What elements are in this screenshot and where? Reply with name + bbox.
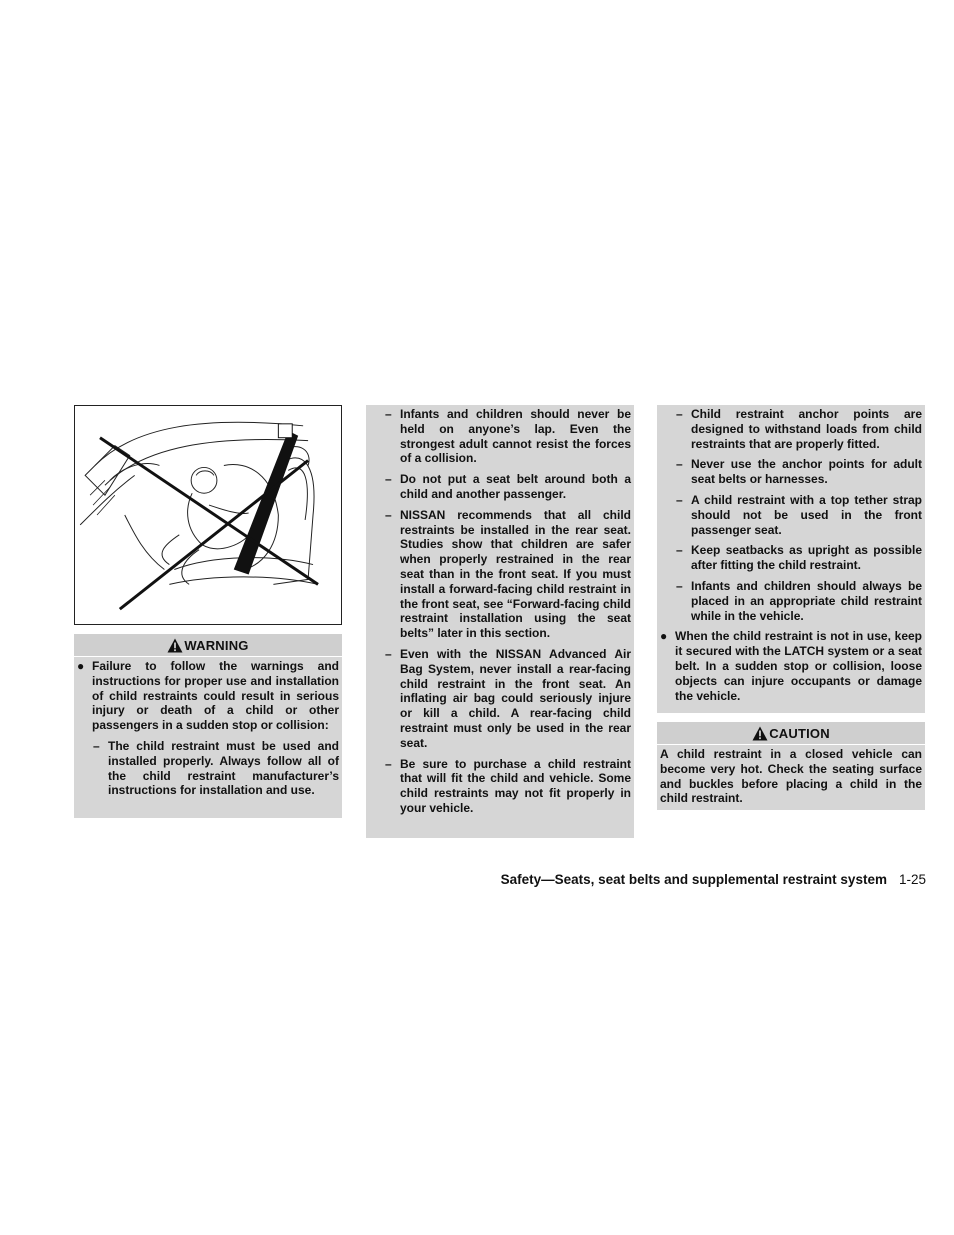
section-title: Safety—Seats, seat belts and supplemental restraint system [500, 872, 887, 887]
warning-triangle-icon [167, 638, 183, 653]
warning-continued-column-3 [657, 405, 925, 713]
dash-marker: – [385, 756, 392, 771]
list-item [660, 579, 922, 623]
dash-marker: – [93, 738, 100, 753]
dash-marker: – [676, 407, 683, 421]
list-item [660, 457, 922, 487]
child-on-lap-illustration [75, 406, 341, 624]
caution-label: CAUTION [769, 725, 830, 741]
list-item-text: Be sure to purchase a child restraint that will fit the child and vehicle. Some child restraints may not fit properly in your vehicle. [400, 756, 631, 815]
list-item [369, 407, 631, 466]
list-item [369, 647, 631, 751]
dash-marker: – [676, 543, 683, 558]
warning-body [74, 657, 342, 818]
list-item-text: A child restraint with a top tether strap should not be used in the front passenger seat. [691, 492, 922, 537]
list-item-text: Child restraint anchor points are designed to withstand loads from child restraints that are properly fitted. [691, 407, 922, 451]
list-item [369, 472, 631, 502]
list-item [77, 659, 339, 733]
dash-marker: – [385, 407, 392, 421]
caution-header [657, 722, 925, 744]
dash-marker: – [385, 646, 392, 661]
list-item-text: NISSAN recommends that all child restraints be installed in the rear seat. Studies show that children are safer when properly restrained in the rear seat than in the front seat. If you must install a forward-facing child restraint in the front seat, see “Forward-facing child restraint installation using the seat belts” later in this section. [400, 507, 631, 641]
list-item [660, 407, 922, 451]
warning-header [74, 634, 342, 656]
list-item-text: Failure to follow the warnings and instructions for proper use and installation of child restraints could result in serious injury or death of a child or other passengers in a sudden stop or collision: [92, 659, 339, 733]
illustration-child-on-lap-crossed-out [74, 405, 342, 625]
page-footer [501, 872, 926, 887]
list-item-text: When the child restraint is not in use, keep it secured with the LATCH system or a seat belt. In a sudden stop or collision, loose objects can injure occupants or damage the vehicle. [675, 629, 922, 703]
list-item [660, 493, 922, 537]
list-item-text: Infants and children should always be placed in an appropriate child restraint while in the vehicle. [691, 578, 922, 623]
list-item [369, 757, 631, 816]
dash-marker: – [676, 457, 683, 472]
list-item-text: Even with the NISSAN Advanced Air Bag System, never install a rear-facing child restraint in the front seat. An inflating air bag could seriously injure or kill a child. A rear-facing child restraint must only be used in the rear seat. [400, 646, 631, 750]
list-item [77, 739, 339, 798]
dash-marker: – [676, 492, 683, 507]
dash-marker: – [385, 472, 392, 487]
caution-triangle-icon [752, 726, 768, 741]
bullet-marker: ● [77, 659, 85, 673]
list-item [369, 508, 631, 641]
list-item [660, 543, 922, 573]
list-item-text: Do not put a seat belt around both a child and another passenger. [400, 472, 631, 501]
warning-continued-column-2 [366, 405, 634, 838]
caution-body [657, 745, 925, 810]
list-item-text: Never use the anchor points for adult seat belts or harnesses. [691, 457, 922, 487]
dash-marker: – [385, 507, 392, 522]
list-item-text: Keep seatbacks as upright as possible after fitting the child restraint. [691, 543, 922, 573]
list-item [660, 629, 922, 703]
warning-label: WARNING [184, 637, 249, 653]
page-number: 1-25 [898, 872, 926, 887]
list-item-text: Infants and children should never be held on anyone’s lap. Even the strongest adult cannot resist the forces of a collision. [400, 407, 631, 466]
caution-text: A child restraint in a closed vehicle can become very hot. Check the seating surface and buckles before placing a child in the child restraint. [660, 747, 922, 806]
dash-marker: – [676, 578, 683, 593]
list-item-text: The child restraint must be used and installed properly. Always follow all of the child restraint manufacturer’s instructions for installation and use. [108, 738, 339, 798]
bullet-marker: ● [660, 629, 668, 644]
